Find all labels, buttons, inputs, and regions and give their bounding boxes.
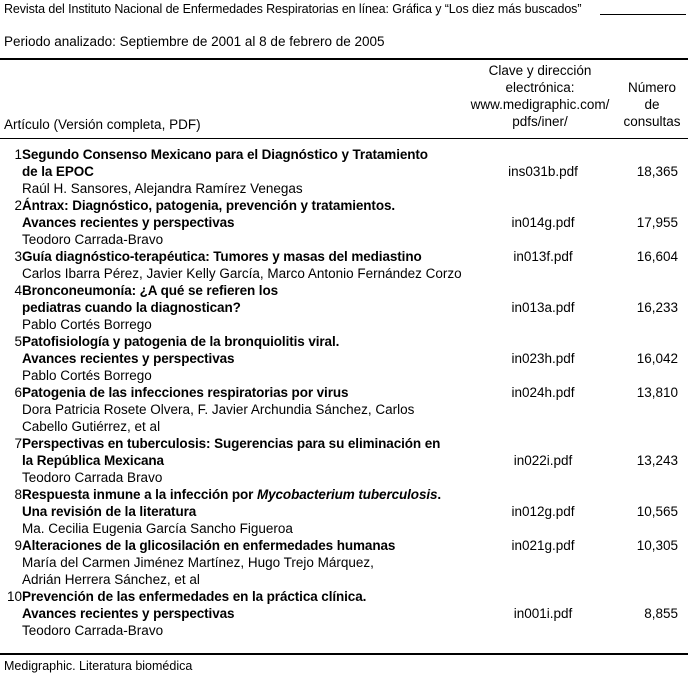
article-title-line: Patofisiología y patogenia de la bronquiolitis viral. [22,334,340,349]
article-author-line: Pablo Cortés Borrego [22,317,152,332]
count-header-line: Número [627,80,676,95]
table-row [0,384,693,435]
pdf-code: ins031b.pdf [508,164,578,179]
consultation-count: 13,810 [636,385,678,400]
article-title-line: Bronconeumonía: ¿A qué se refieren los [22,283,278,298]
article-author-line: Cabello Gutiérrez, et al [22,419,161,434]
article-cell [22,282,462,333]
article-author-line: Adrián Herrera Sánchez, et al [22,572,200,587]
pdf-code: in022i.pdf [513,453,573,468]
table-row [0,333,693,384]
article-title-line: Avances recientes y perspectivas [22,606,235,621]
article-author-line: Teodoro Carrada Bravo [22,470,163,485]
row-number: 1 [14,147,22,162]
table-bottom-rule [0,653,688,655]
consultation-count: 13,243 [636,453,678,468]
consultation-count: 16,233 [636,300,678,315]
column-header-article: Artículo (Versión completa, PDF) [4,117,201,132]
table-top-rule [0,58,688,60]
article-cell [22,486,462,537]
article-cell [22,537,462,588]
row-number: 3 [14,249,22,264]
title-underline [600,14,686,15]
article-title-line: de la EPOC [22,164,94,179]
pdf-header-line: pdfs/iner/ [512,114,568,129]
table-row [0,486,693,537]
article-author-line: Teodoro Carrada-Bravo [22,232,164,247]
article-cell [22,384,462,435]
count-header-line: de [644,97,660,112]
pdf-header-line: www.medigraphic.com/ [470,97,610,112]
period-text: Periodo analizado: Septiembre de 2001 al 8 de febrero de 2005 [4,34,385,49]
article-title-suffix: . [437,487,442,502]
article-cell [22,197,462,248]
row-number: 4 [14,283,22,298]
pdf-code: in023h.pdf [511,351,575,366]
pdf-code: in013f.pdf [513,249,573,264]
row-number: 7 [14,436,22,451]
article-author-line: Raúl H. Sansores, Alejandra Ramírez Venegas [22,181,303,196]
article-cell [22,588,462,639]
row-number: 9 [14,538,22,553]
pdf-code: in014g.pdf [511,215,575,230]
table-row [0,435,693,486]
article-author-line: Pablo Cortés Borrego [22,368,152,383]
consultation-count: 18,365 [636,164,678,179]
table-row [0,588,693,639]
consultation-count: 10,305 [636,538,678,553]
journal-title: Revista del Instituto Nacional de Enfermedades Respiratorias en línea: Gráfica y “Los diez más buscados” [4,2,582,16]
row-number: 2 [14,198,22,213]
table-header-rule [0,138,688,139]
column-header-pdf [440,62,640,130]
pdf-code: in021g.pdf [511,538,575,553]
table-row [0,146,693,197]
article-author-line: María del Carmen Jiménez Martínez, Hugo Trejo Márquez, [22,555,374,570]
table-row [0,197,693,248]
row-number: 10 [6,589,22,604]
article-author-line: Carlos Ibarra Pérez, Javier Kelly García, Marco Antonio Fernández Corzo [22,266,462,281]
table-row [0,248,693,282]
row-number: 5 [14,334,22,349]
pdf-code: in012g.pdf [511,504,575,519]
article-title-text: Respuesta inmune a la infección por [22,487,257,502]
article-title-line: Perspectivas en tuberculosis: Sugerencias para su eliminación en [22,436,441,451]
article-title-line: pediatras cuando la diagnostican? [22,300,241,315]
article-cell [22,435,462,486]
consultation-count: 10,565 [636,504,678,519]
article-title-line: la República Mexicana [22,453,164,468]
article-title-line: Patogenia de las infecciones respiratorias por virus [22,385,349,400]
article-cell [22,333,462,384]
consultation-count: 17,955 [636,215,678,230]
row-number: 6 [14,385,22,400]
table-row [0,537,693,588]
article-author-line: Dora Patricia Rosete Olvera, F. Javier Archundia Sánchez, Carlos [22,402,415,417]
pdf-code: in013a.pdf [511,300,575,315]
column-header-count [612,79,692,130]
consultation-count: 8,855 [644,606,678,621]
table-row [0,282,693,333]
article-title-line [22,486,462,503]
pdf-header-line: electrónica: [505,80,575,95]
article-title-line: Avances recientes y perspectivas [22,215,235,230]
pdf-code: in024h.pdf [511,385,575,400]
consultation-count: 16,604 [636,249,678,264]
pdf-code: in001i.pdf [513,606,573,621]
article-title-line: Alteraciones de la glicosilación en enfermedades humanas [22,538,396,553]
pdf-header-line: Clave y dirección [488,63,592,78]
article-author-line: Ma. Cecilia Eugenia García Sancho Figueroa [22,521,293,536]
article-title-line: Segundo Consenso Mexicano para el Diagnóstico y Tratamiento [22,147,428,162]
article-title-line: Guía diagnóstico-terapéutica: Tumores y masas del mediastino [22,249,422,264]
article-title-line: Ántrax: Diagnóstico, patogenia, prevención y tratamientos. [22,198,396,213]
article-cell [22,146,462,197]
article-author-line: Teodoro Carrada-Bravo [22,623,164,638]
article-title-line: Avances recientes y perspectivas [22,351,235,366]
footer-text: Medigraphic. Literatura biomédica [4,659,193,673]
count-header-line: consultas [623,114,681,129]
article-title-line: Una revisión de la literatura [22,504,197,519]
row-number: 8 [14,487,22,502]
article-title-line: Prevención de las enfermedades en la práctica clínica. [22,589,367,604]
consultation-count: 16,042 [636,351,678,366]
article-title-italic: Mycobacterium tuberculosis [256,487,438,502]
article-cell [22,248,462,282]
